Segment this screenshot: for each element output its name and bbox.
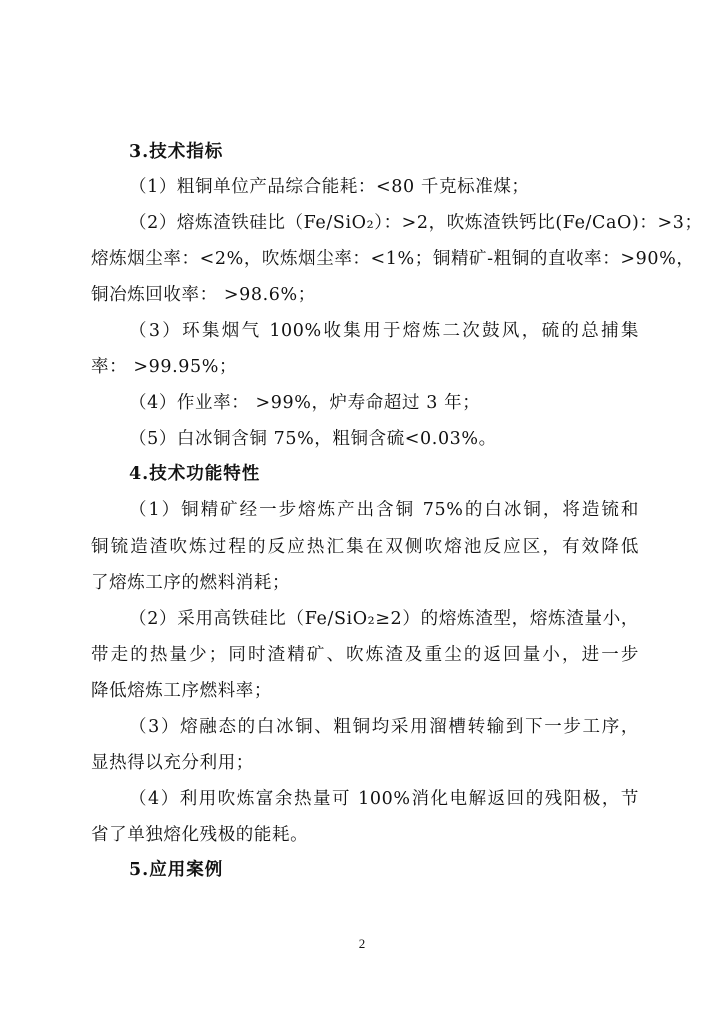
paragraph-line: 带走的热量少；同时渣精矿、吹炼渣及重尘的返回量小，进一步 — [91, 645, 639, 665]
paragraph-line: 熔炼烟尘率：<2%，吹炼烟尘率：<1%；铜精矿-粗铜的直收率：>90%， — [91, 249, 695, 269]
paragraph-line: （5）白冰铜含铜 75%，粗铜含硫<0.03%。 — [129, 429, 497, 449]
paragraph-line: 铜冶炼回收率： >98.6%； — [91, 285, 316, 305]
paragraph-line: （4）利用吹炼富余热量可 100%消化电解返回的残阳极，节 — [129, 789, 639, 809]
page-number: 2 — [358, 936, 366, 951]
section-heading-3: 3.技术指标 — [129, 142, 224, 162]
paragraph-line: （3）熔融态的白冰铜、粗铜均采用溜槽转输到下一步工序， — [129, 717, 639, 737]
paragraph-line: 省了单独熔化残极的能耗。 — [91, 825, 309, 845]
paragraph-line: （3）环集烟气 100%收集用于熔炼二次鼓风，硫的总捕集 — [129, 321, 639, 341]
paragraph-line: 铜锍造渣吹炼过程的反应热汇集在双侧吹熔池反应区，有效降低 — [91, 537, 639, 557]
paragraph-line: （2）熔炼渣铁硅比（Fe/SiO₂）：>2，吹炼渣铁钙比(Fe/CaO)：>3； — [129, 213, 703, 233]
section-heading-5: 5.应用案例 — [129, 860, 224, 880]
paragraph-line: （2）采用高铁硅比（Fe/SiO₂≥2）的熔炼渣型，熔炼渣量小， — [129, 609, 639, 629]
paragraph-line: 了熔炼工序的燃料消耗； — [91, 573, 291, 593]
paragraph-line: （1）铜精矿经一步熔炼产出含铜 75%的白冰铜，将造锍和 — [129, 500, 639, 520]
paragraph-line: 显热得以充分利用； — [91, 753, 254, 773]
paragraph-line: 率： >99.95%； — [91, 357, 238, 377]
paragraph-line: （1）粗铜单位产品综合能耗：<80 千克标准煤； — [129, 177, 530, 197]
paragraph-line: （4）作业率： >99%，炉寿命超过 3 年； — [129, 393, 481, 413]
paragraph-line: 降低熔炼工序燃料率； — [91, 681, 272, 701]
section-heading-4: 4.技术功能特性 — [129, 464, 261, 484]
